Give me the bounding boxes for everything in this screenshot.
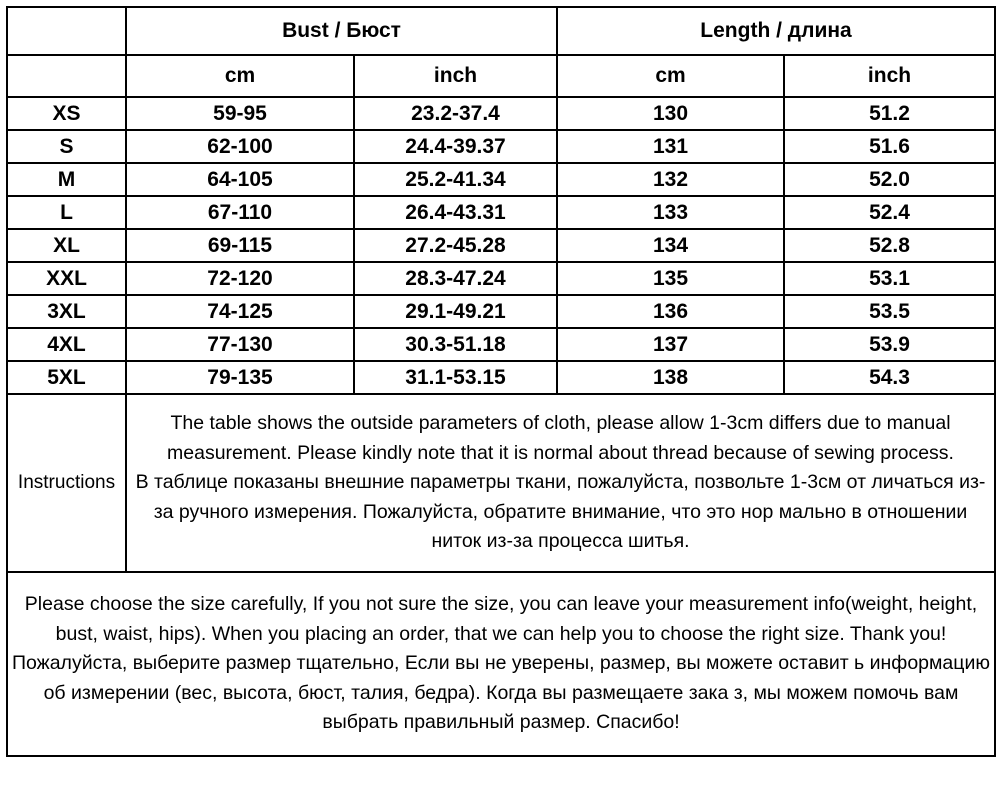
instructions-text bbox=[126, 394, 995, 572]
size-chart bbox=[6, 6, 996, 757]
bust-cm-cell: 72-120 bbox=[126, 262, 354, 295]
bust-cm-cell: 79-135 bbox=[126, 361, 354, 394]
bust-cm-cell: 74-125 bbox=[126, 295, 354, 328]
length-inch-cell: 53.1 bbox=[784, 262, 995, 295]
corner-cell-units bbox=[7, 55, 126, 97]
length-inch-cell: 52.0 bbox=[784, 163, 995, 196]
length-inch-cell: 52.8 bbox=[784, 229, 995, 262]
bust-inch-cell: 25.2-41.34 bbox=[354, 163, 557, 196]
instructions-russian: В таблице показаны внешние параметры ткани, пожалуйста, позвольте 1-3см от личаться из-за ручного измерения. Пожалуйста, обратите внимание, что это нор мально в отношении ниток из-за процесса шитья. bbox=[135, 471, 986, 553]
bust-inch-cell: 28.3-47.24 bbox=[354, 262, 557, 295]
bust-inch-cell: 23.2-37.4 bbox=[354, 97, 557, 130]
bust-cm-cell: 69-115 bbox=[126, 229, 354, 262]
note-russian: Пожалуйста, выберите размер тщательно, Если вы не уверены, размер, вы можете оставит ь информацию об измерении (вес, высота, бюст, талия, бедра). Когда вы размещаете зака з, мы можем помочь вам выбрать правильный размер. Спасибо! bbox=[12, 652, 990, 734]
bust-cm-header: cm bbox=[126, 55, 354, 97]
size-label: 4XL bbox=[7, 328, 126, 361]
length-cm-cell: 137 bbox=[557, 328, 784, 361]
bust-cm-cell: 62-100 bbox=[126, 130, 354, 163]
length-inch-cell: 52.4 bbox=[784, 196, 995, 229]
table-row bbox=[7, 328, 995, 361]
length-inch-cell: 51.2 bbox=[784, 97, 995, 130]
length-cm-cell: 133 bbox=[557, 196, 784, 229]
bust-cm-cell: 67-110 bbox=[126, 196, 354, 229]
length-inch-header: inch bbox=[784, 55, 995, 97]
bust-inch-cell: 31.1-53.15 bbox=[354, 361, 557, 394]
corner-cell bbox=[7, 7, 126, 55]
bust-cm-cell: 59-95 bbox=[126, 97, 354, 130]
table-row bbox=[7, 229, 995, 262]
table-row bbox=[7, 97, 995, 130]
bust-cm-cell: 64-105 bbox=[126, 163, 354, 196]
size-label: 3XL bbox=[7, 295, 126, 328]
length-cm-cell: 130 bbox=[557, 97, 784, 130]
note-english: Please choose the size carefully, If you not sure the size, you can leave your measurement info(weight, height, bust, waist, hips). When you placing an order, that we can help you to choose the right size. Thank you! bbox=[24, 593, 978, 645]
length-inch-cell: 53.9 bbox=[784, 328, 995, 361]
size-label: XS bbox=[7, 97, 126, 130]
bust-inch-cell: 24.4-39.37 bbox=[354, 130, 557, 163]
instructions-row bbox=[7, 394, 995, 572]
length-cm-cell: 131 bbox=[557, 130, 784, 163]
length-cm-header: cm bbox=[557, 55, 784, 97]
length-inch-cell: 54.3 bbox=[784, 361, 995, 394]
size-chart-table bbox=[6, 6, 996, 757]
length-cm-cell: 136 bbox=[557, 295, 784, 328]
size-label: XL bbox=[7, 229, 126, 262]
table-row bbox=[7, 196, 995, 229]
bust-inch-cell: 26.4-43.31 bbox=[354, 196, 557, 229]
table-row bbox=[7, 163, 995, 196]
header-row-groups bbox=[7, 7, 995, 55]
note-row bbox=[7, 572, 995, 756]
size-label: L bbox=[7, 196, 126, 229]
length-inch-cell: 51.6 bbox=[784, 130, 995, 163]
bust-inch-cell: 30.3-51.18 bbox=[354, 328, 557, 361]
instructions-english: The table shows the outside parameters of cloth, please allow 1-3cm differs due to manual measurement. Please kindly note that it is normal about thread because of sewing process. bbox=[167, 412, 954, 464]
length-inch-cell: 53.5 bbox=[784, 295, 995, 328]
table-row bbox=[7, 262, 995, 295]
instructions-label: Instructions bbox=[7, 394, 126, 572]
length-cm-cell: 138 bbox=[557, 361, 784, 394]
size-label: 5XL bbox=[7, 361, 126, 394]
size-label: S bbox=[7, 130, 126, 163]
size-label: XXL bbox=[7, 262, 126, 295]
header-row-units bbox=[7, 55, 995, 97]
bust-inch-cell: 27.2-45.28 bbox=[354, 229, 557, 262]
length-cm-cell: 134 bbox=[557, 229, 784, 262]
table-row bbox=[7, 295, 995, 328]
length-cm-cell: 132 bbox=[557, 163, 784, 196]
table-row bbox=[7, 130, 995, 163]
bust-cm-cell: 77-130 bbox=[126, 328, 354, 361]
bust-header: Bust / Бюст bbox=[126, 7, 557, 55]
note-text bbox=[7, 572, 995, 756]
size-label: M bbox=[7, 163, 126, 196]
bust-inch-cell: 29.1-49.21 bbox=[354, 295, 557, 328]
bust-inch-header: inch bbox=[354, 55, 557, 97]
table-row bbox=[7, 361, 995, 394]
length-header: Length / длина bbox=[557, 7, 995, 55]
length-cm-cell: 135 bbox=[557, 262, 784, 295]
